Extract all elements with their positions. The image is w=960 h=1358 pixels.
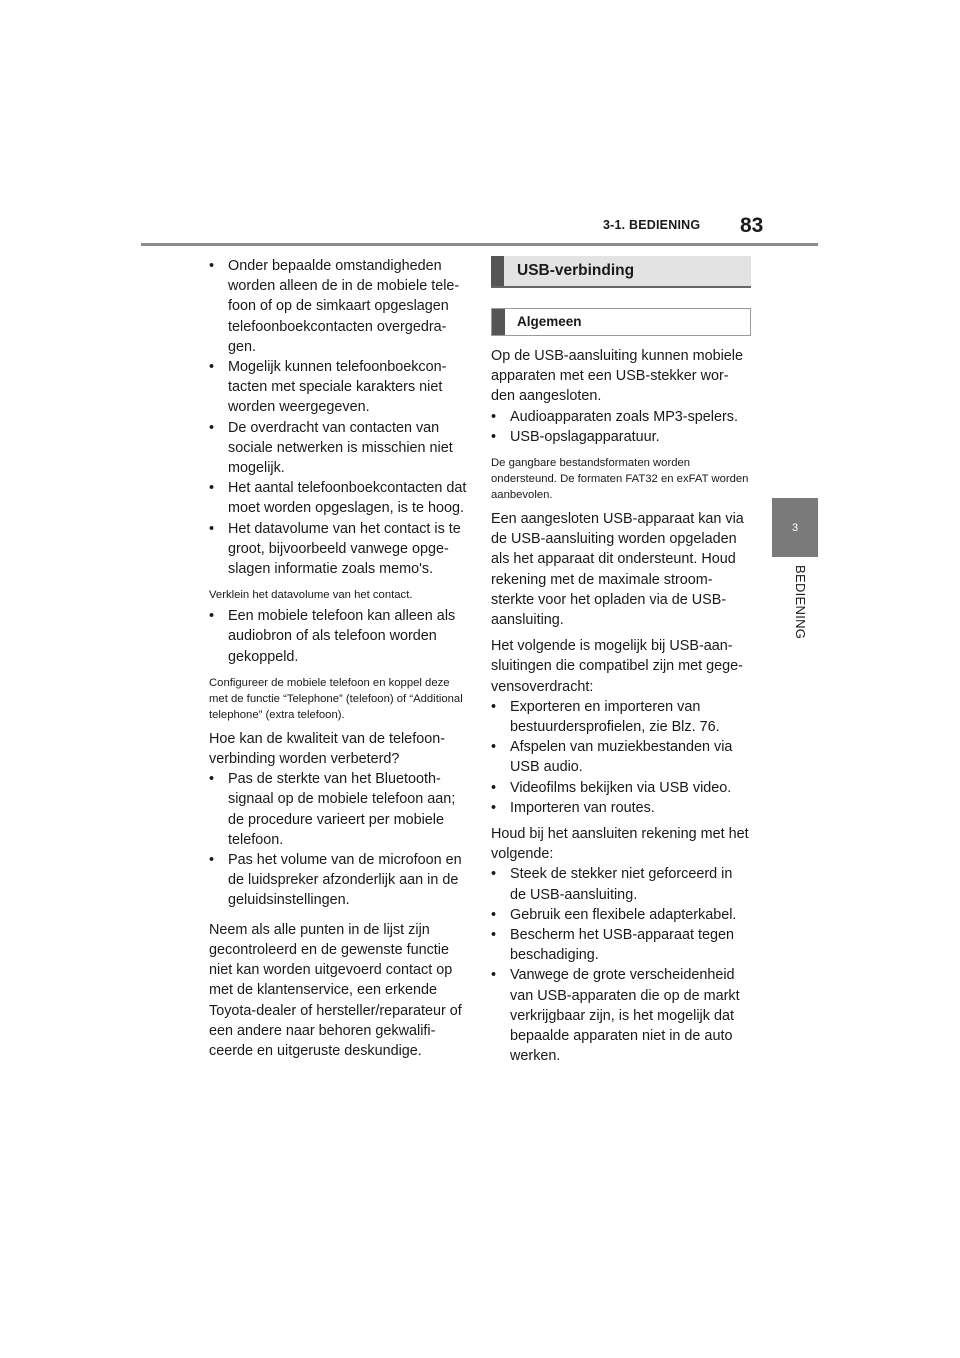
page-number: 83 — [740, 214, 764, 237]
list-item: • Videofilms bekijken via USB video. — [491, 779, 732, 796]
list-item: • De overdracht van contacten van sociale netwerken is misschien niet mogelijk. — [209, 419, 453, 477]
header-divider — [141, 243, 818, 246]
list-item: • Pas het volume van de microfoon en de luidspreker afzonderlijk aan in de geluidsinstellingen. — [209, 852, 462, 909]
note: Configureer de mobiele telefoon en koppel deze met de functie “Telephone” (telefoon) of “Additional telephone” (extra telefoon). — [209, 676, 463, 721]
paragraph: Een aangesloten USB-apparaat kan via de USB-aansluiting worden opgeladen als het apparaat dit ondersteunt. Houd rekening met de maximale stroom-sterkte voor het opladen via de USB-aansluiting. — [491, 511, 744, 629]
paragraph: Houd bij het aansluiten rekening met het volgende: — [491, 826, 749, 863]
bullet-list — [209, 256, 469, 579]
list-item: • Exporteren en importeren van bestuurdersprofielen, zie Blz. 76. — [491, 698, 720, 736]
list-item: • Bescherm het USB-apparaat tegen beschadiging. — [491, 927, 734, 964]
list-item: • Het aantal telefoonboekcontacten dat moet worden opgeslagen, is te hoog. — [209, 480, 467, 517]
paragraph: Het volgende is mogelijk bij USB-aan-sluitingen die compatibel zijn met gege-vensoverdracht: — [491, 638, 743, 695]
paragraph: Op de USB-aansluiting kunnen mobiele apparaten met een USB-stekker wor-den aangesloten. — [491, 348, 743, 405]
list-item: • Onder bepaalde omstandigheden worden alleen de in de mobiele tele-foon of op de simkaart opgeslagen telefoonboekcontacten overgedra-gen. — [209, 258, 460, 355]
chapter-label: BEDIENING — [793, 565, 808, 640]
right-column — [491, 256, 751, 1067]
list-item: • Steek de stekker niet geforceerd in de USB-aansluiting. — [491, 866, 733, 903]
subsection-title: Algemeen — [517, 313, 582, 329]
list-item: • Audioapparaten zoals MP3-spelers. — [491, 408, 738, 425]
note: De gangbare bestandsformaten worden ondersteund. De formaten FAT32 en exFAT worden aanbevolen. — [491, 457, 749, 502]
list-item: • Importeren van routes. — [491, 799, 655, 816]
list-item: • Het datavolume van het contact is te groot, bijvoorbeeld vanwege opge-slagen informatie zoals memo's. — [209, 520, 461, 578]
list-item: • USB-opslagapparatuur. — [491, 428, 660, 445]
section-heading — [491, 256, 751, 288]
header-section-title: 3-1. BEDIENING — [603, 218, 701, 232]
list-item: • Gebruik een flexibele adapterkabel. — [491, 906, 737, 923]
list-item: • Een mobiele telefoon kan alleen als audiobron of als telefoon worden gekoppeld. — [209, 608, 456, 665]
list-item: • Mogelijk kunnen telefoonboekcon-tacten met speciale karakters niet worden weergegeven. — [209, 359, 447, 416]
heading-marker — [491, 256, 504, 286]
list-item: • Vanwege de grote verscheidenheid van USB-apparaten die op de markt verkrijgbaar zijn, is het mogelijk dat bepaalde apparaten niet in de auto werken. — [491, 967, 740, 1065]
question-paragraph: Hoe kan de kwaliteit van de telefoon-verbinding worden verbeterd? — [209, 730, 445, 768]
note: Verklein het datavolume van het contact. — [209, 589, 413, 602]
closing-paragraph: Neem als alle punten in de lijst zijn gecontroleerd en de gewenste functie niet kan worden uitgevoerd contact op met de klantenservice, een erkende Toyota-dealer of hersteller/reparateur of een andere naar behoren gekwalifi-ceerde en uitgeruste deskundige. — [209, 921, 462, 1059]
subsection-heading — [491, 308, 751, 336]
heading-marker — [492, 309, 505, 335]
section-title: USB-verbinding — [517, 261, 635, 279]
left-column — [209, 256, 469, 1061]
chapter-number: 3 — [791, 521, 799, 534]
list-item: • Afspelen van muziekbestanden via USB audio. — [491, 739, 733, 776]
chapter-tab — [772, 498, 818, 557]
list-item: • Pas de sterkte van het Bluetooth-signaal op de mobiele telefoon aan; de procedure varieert per mobiele telefoon. — [209, 771, 456, 848]
